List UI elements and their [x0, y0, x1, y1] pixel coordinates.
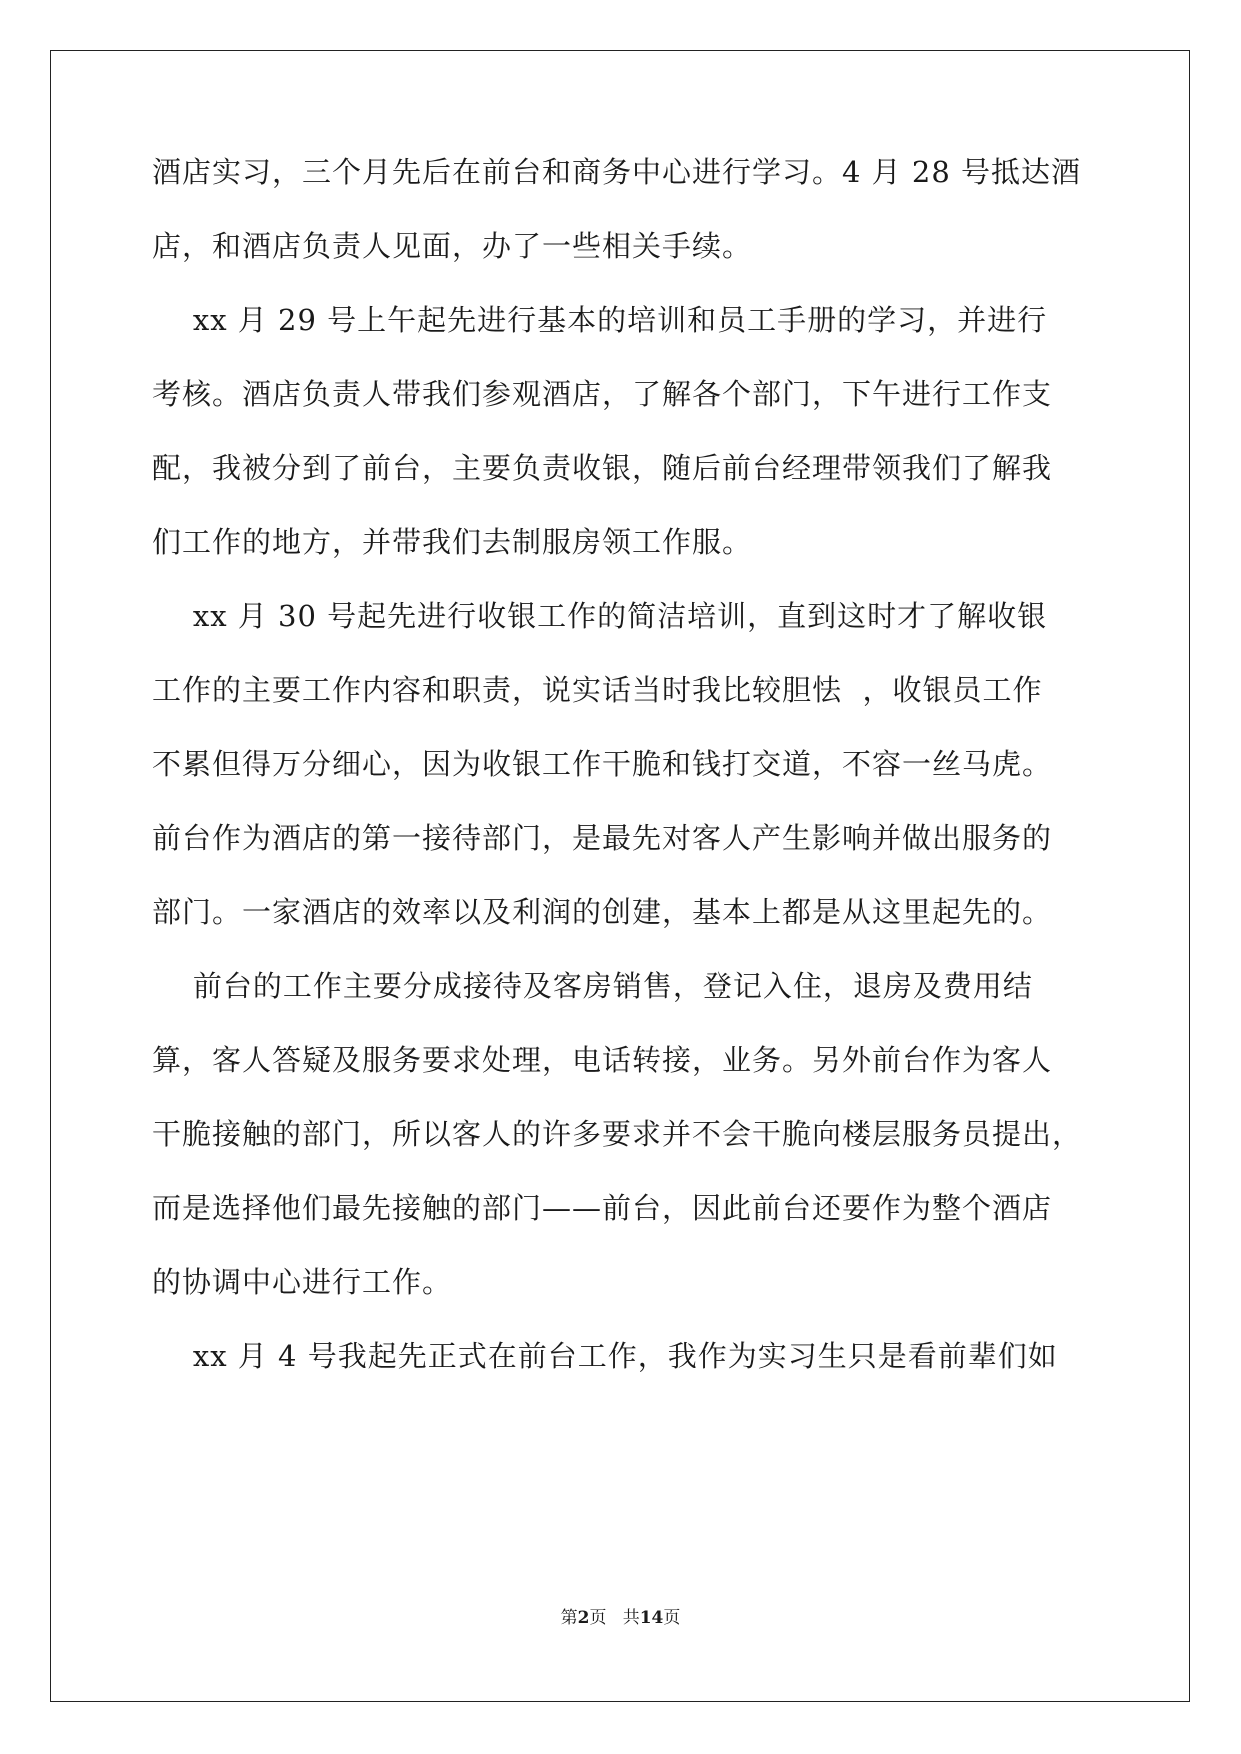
footer-prefix: 第 — [560, 1608, 578, 1628]
footer-total-prefix: 共 — [622, 1608, 640, 1628]
page-footer — [0, 1607, 1241, 1629]
body-text-line: 前台的工作主要分成接待及客房销售，登记入住，退房及费用结 — [152, 969, 1033, 1003]
current-page-number: 2 — [577, 1608, 590, 1628]
page-frame — [50, 50, 1190, 1702]
body-text-line: 们工作的地方，并带我们去制服房领工作服。 — [152, 525, 753, 559]
footer-page-word: 页 — [589, 1608, 607, 1628]
body-text-line: 考核。酒店负责人带我们参观酒店，了解各个部门，下午进行工作支 — [152, 377, 1053, 411]
body-text-line: xx 月 29 号上午起先进行基本的培训和员工手册的学习，并进行 — [152, 303, 1048, 337]
body-text-line: 算，客人答疑及服务要求处理，电话转接，业务。另外前台作为客人 — [152, 1043, 1053, 1077]
body-text-line: 前台作为酒店的第一接待部门，是最先对客人产生影响并做出服务的 — [152, 821, 1053, 855]
body-text-line: 酒店实习，三个月先后在前台和商务中心进行学习。4 月 28 号抵达酒 — [152, 155, 1082, 189]
body-text-line: 工作的主要工作内容和职责，说实话当时我比较胆怯 ，收银员工作 — [152, 673, 1043, 707]
body-text-line: 而是选择他们最先接触的部门——前台，因此前台还要作为整个酒店 — [152, 1191, 1053, 1225]
body-text-line: 的协调中心进行工作。 — [152, 1265, 453, 1299]
body-text-line: 配，我被分到了前台，主要负责收银，随后前台经理带领我们了解我 — [152, 451, 1053, 485]
body-text-line: xx 月 4 号我起先正式在前台工作，我作为实习生只是看前辈们如 — [152, 1339, 1058, 1373]
total-pages-number: 14 — [639, 1608, 664, 1628]
body-text-line: 干脆接触的部门，所以客人的许多要求并不会干脆向楼层服务员提出， — [152, 1117, 1083, 1151]
body-text-line: 部门。一家酒店的效率以及利润的创建，基本上都是从这里起先的。 — [152, 895, 1053, 929]
body-text-line: 店，和酒店负责人见面，办了一些相关手续。 — [152, 229, 753, 263]
body-text-line: 不累但得万分细心，因为收银工作干脆和钱打交道，不容一丝马虎。 — [152, 747, 1053, 781]
body-text-line: xx 月 30 号起先进行收银工作的简洁培训，直到这时才了解收银 — [152, 599, 1048, 633]
footer-total-suffix: 页 — [663, 1608, 681, 1628]
